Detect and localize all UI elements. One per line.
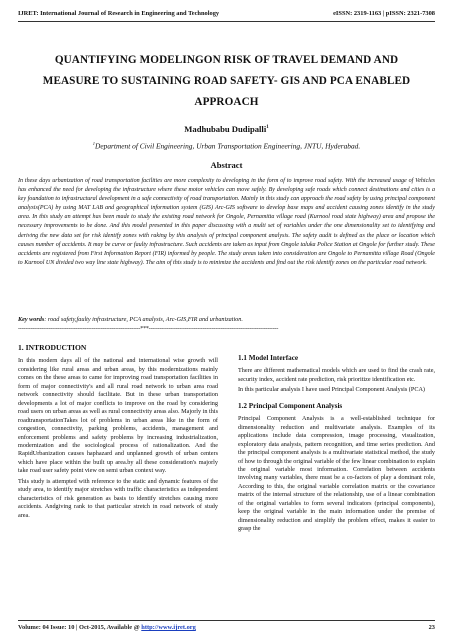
model-interface-paragraph-2: In this particular analysis I have used Principal Component Analysis (PCA) [238,386,425,394]
affiliation-text: Department of Civil Engineering, Urban Transportation Engineering, JNTU, Hyderabad. [95,141,361,151]
page-number: 23 [428,624,435,631]
intro-paragraph-2: This study is attempted with reference to the static and dynamic features of the study area, to identify major stretches with traffic characteristics as independent characteristics of risk generation as basis to identify stretches causing more accidents. Andgiving rank to that particular stretch in road network of study area. [18,477,218,519]
right-column [238,340,435,536]
author-sup: 1 [266,125,269,131]
journal-header [18,8,435,22]
affiliation-line [0,141,453,150]
page-footer [18,620,435,632]
journal-name: IJRET: International Journal of Research in Engineering and Technology [18,10,220,17]
intro-paragraph-1: In this modern days all of the national and international wise growth will considering like rural areas and urban areas, by this modernizations mainly comes on the these areas to came for improving road transportation facilities in form of major connectivity's and all rural road network to urban area road network connectivity should facilitate. But in these urban transportation developments a lot of major conflicts to improve on the road by considering road users on urban areas as well as rural connectivity areas also. Majorly in this roadtransportationTakes lot of problems in urban areas like in the form of congestion, connectivity, parking problems, accidents, management and enforcement problems and safety problems by increasing industrialization, modernization and the sociological process of rationalization. And the RapidUrbanization causes haphazard and unplanned growth of urban centers which have place within the built up area.by all these consideration's majorly take road user safety point view on semi urban context way. [18,357,218,475]
model-interface-paragraph-1: There are different mathematical models which are used to find the crash rate, security index, accident rate prediction, risk prioritize identification etc. [238,367,435,383]
keywords-line [18,315,435,324]
keywords-label: Key words [18,316,45,323]
section-separator: --------------------------------------------------------------------***------------------------------------------------------------------------ [18,326,279,332]
pca-heading: 1.2 Principal Component Analysis [238,401,343,410]
journal-website-link[interactable]: http://www.ijret.org [141,624,196,631]
journal-issn: eISSN: 2319-1163 | pISSN: 2321-7308 [333,10,435,17]
paper-title: QUANTIFYING MODELINGON RISK OF TRAVEL DEMAND AND MEASURE TO SUSTAINING ROAD SAFETY- GIS AND PCA ENABLED APPROACH [42,54,411,108]
abstract-heading: Abstract [210,160,243,170]
author-name: Madhubabu Dudipalli [184,124,267,134]
left-column [18,340,218,522]
pca-paragraph: Principal Component Analysis is a well-established technique for dimensionality reduction and multivariate analysis. Examples of its applications include data compression, image processing, visualization, exploratory data analysis, pattern recognition, and time series prediction. And the principal component analysis is a multivariate statistical method, the study of how to through the original variable of the few linear combination to explain the original variable most information. Correlation between accidents involving many variables, there must be a co-factors of play a dominant role, According to this, the original variable correlation matrix or the covariance matrix of the internal structure of the relationship, use of a linear combination of the original variables to form several indicators (principal components), keep the original variable in the main information under the premise of dimensionality reduction and simplify the problem effect, makes it easier to grasp the [238,415,435,533]
abstract-body: In these days urbanization of road transportation facilities are more complexity to developing in the form of to improve road safety. With the increased usage of Vehicles has enhanced the need for developing the infrastructure where these motor vehicles can move safely. By developing safe roads which connect destinations and cities is a key foundation to infrastructural development in a safe connectivity of road transportation. Mainly in this study can approach the road safety by using principal component analysis(PCA) by using MAT LAB and geographical information system (GIS) Arc-GIS software to develop base maps and accident causing zones identify in the study area. In this study an attempt has been made to study the existing road network for Ongole, Pernamitta village road (Kurnool road state highway) area and propose the necessary improvements to be done. And this model presented in this paper discussing with a multi set of variables under the one dimensionality set to identifying and deriving the new data set for risk identify zones with raking by this analysis of principal component analysis. The safety audit is defined as the place or location which causes number of accidents. It may be curve or faulty infrastructure. Such accidents are taken as input from Ongole taluka Police Station at Ongole for further study. These accidents are registered from First Information Report (FIR) informed by people. The study areas taken into consideration are Ongole to Pernamitta village Road (Ongole to Kurnool UN divided two way line state highway). The aim of this study is to minimize the accidents and find out the risk identify zones on the particular road network. [18,178,435,266]
affiliation-sup: 1 [92,141,95,146]
author-line [0,124,453,134]
keywords-text: : road safety,faulty infrastructure, PCA analysis, Arc-GIS,FIR and urbanization. [44,316,243,323]
introduction-heading: 1. INTRODUCTION [18,343,87,352]
footer-volume [18,624,196,632]
footer-prefix: Volume: 04 Issue: 10 | Oct-2015, Available @ [18,624,142,631]
model-interface-heading: 1.1 Model Interface [238,354,299,362]
